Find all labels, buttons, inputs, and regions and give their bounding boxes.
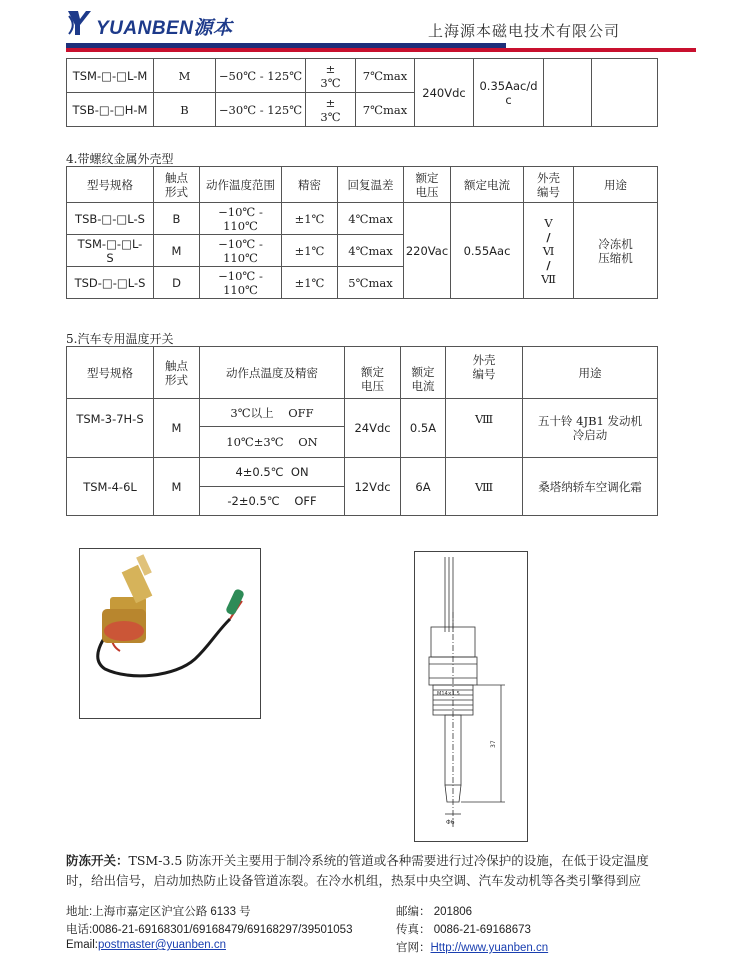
temp-cell: −50℃ - 125℃ — [216, 59, 306, 93]
reset-cell: 5℃max — [338, 267, 404, 299]
table-header-row — [67, 167, 658, 203]
reset-cell: 4℃max — [338, 203, 404, 235]
contact-cell: B — [154, 203, 200, 235]
section-4-title: 4.带螺纹金属外壳型 — [66, 152, 174, 166]
dimension-phi6: Φ6 — [446, 819, 455, 826]
header-bar-red — [66, 48, 696, 52]
header-voltage: 额定电压 — [345, 347, 401, 399]
temp-cell: 10℃±3℃ ON — [200, 427, 345, 458]
reset-cell: 7℃max — [356, 59, 415, 93]
header-voltage: 额定电压 — [404, 167, 451, 203]
temp-cell: −10℃ - 110℃ — [200, 267, 282, 299]
email-link[interactable]: postmaster@yuanben.cn — [97, 939, 226, 951]
table-header-row — [67, 347, 658, 399]
accuracy-cell: ±1℃ — [282, 267, 338, 299]
temp-cell: 3℃以上 OFF — [200, 399, 345, 427]
accuracy-cell: ±1℃ — [282, 235, 338, 267]
footer-zip: 邮编： 201806 — [396, 906, 473, 918]
use-cell: 桑塔纳轿车空调化霜 — [523, 458, 658, 516]
shell-cell: Ⅷ — [446, 399, 523, 458]
model-cell: TSB-□-□L-S — [67, 203, 154, 235]
accuracy-cell: ± 3℃ — [306, 93, 356, 127]
model-cell: TSM-3-7H-S — [67, 399, 154, 458]
use-cell: 五十铃 4JB1 发动机 冷启动 — [523, 399, 658, 458]
contact-cell: M — [154, 458, 200, 516]
header-reset: 回复温差 — [338, 167, 404, 203]
voltage-cell: 12Vdc — [345, 458, 401, 516]
header-temp: 动作温度范围 — [200, 167, 282, 203]
model-cell: TSD-□-□L-S — [67, 267, 154, 299]
header-temp: 动作点温度及精密 — [200, 347, 345, 399]
reset-cell: 7℃max — [356, 93, 415, 127]
description-line1: TSM-3.5 防冻开关主要用于制冷系统的管道或各种需要进行过冷保护的设施，在低于设定温度 — [128, 853, 649, 868]
technical-drawing — [414, 551, 528, 842]
table-row — [67, 59, 658, 93]
logo-text: YUANBEN源本 — [96, 18, 233, 39]
header-model: 型号规格 — [67, 167, 154, 203]
description-paragraph — [66, 851, 700, 891]
description-line2: 时，给出信号，启动加热防止设备管道冻裂。在冷水机组，热泵中央空调、汽车发动机等各类引擎得到应 — [66, 873, 642, 888]
thread-label: M14×1.5 — [437, 691, 460, 697]
model-cell: TSM-□-□L- S — [67, 235, 154, 267]
temp-cell: −10℃ - 110℃ — [200, 203, 282, 235]
company-name: 上海源本磁电技术有限公司 — [428, 22, 621, 40]
header-shell: 外壳编号 — [524, 167, 574, 203]
accuracy-cell: ±1℃ — [282, 203, 338, 235]
reset-cell: 4℃max — [338, 235, 404, 267]
temp-cell: −30℃ - 125℃ — [216, 93, 306, 127]
header-use: 用途 — [523, 347, 658, 399]
current-cell: 0.35Aac/dc — [474, 59, 544, 127]
table-row — [67, 458, 658, 487]
contact-cell: D — [154, 267, 200, 299]
footer-phone: 电话:0086-21-69168301/69168479/69168297/39501053 — [66, 924, 353, 936]
header-model: 型号规格 — [67, 347, 154, 399]
product-photo — [79, 548, 261, 719]
spec-table-section4 — [66, 166, 658, 299]
yuanben-logo-icon — [66, 8, 92, 38]
footer-email: Email:postmaster@yuanben.cn — [66, 939, 226, 951]
description-label: 防冻开关： — [66, 853, 129, 868]
accuracy-cell: ± 3℃ — [306, 59, 356, 93]
header-accuracy: 精密 — [282, 167, 338, 203]
section-5-title: 5.汽车专用温度开关 — [66, 332, 174, 346]
website-link[interactable]: Http://www.yuanben.cn — [430, 942, 549, 954]
temp-cell: 4±0.5℃ ON — [200, 458, 345, 487]
header-contact: 触点形式 — [154, 347, 200, 399]
spec-table-top — [66, 58, 658, 127]
table-row — [67, 399, 658, 427]
voltage-cell: 240Vdc — [415, 59, 474, 127]
dimension-37: 37 — [490, 740, 497, 748]
model-cell: TSB-□-□H-M — [67, 93, 154, 127]
voltage-cell: 24Vdc — [345, 399, 401, 458]
shell-cell: Ⅴ / Ⅵ / Ⅶ — [524, 203, 574, 299]
use-cell — [592, 59, 658, 127]
temp-cell: -2±0.5℃ OFF — [200, 487, 345, 516]
current-cell: 0.55Aac — [451, 203, 524, 299]
footer-address: 地址:上海市嘉定区沪宜公路 6133 号 — [66, 906, 251, 918]
header-current: 额定电流 — [401, 347, 446, 399]
model-cell: TSM-4-6L — [67, 458, 154, 516]
voltage-cell: 220Vac — [404, 203, 451, 299]
header-shell: 外壳编号 — [446, 347, 523, 399]
current-cell: 0.5A — [401, 399, 446, 458]
model-cell: TSM-□-□L-M — [67, 59, 154, 93]
table-row — [67, 203, 658, 235]
spec-table-section5 — [66, 346, 658, 516]
footer-web: 官网：Http://www.yuanben.cn — [396, 942, 549, 954]
header-use: 用途 — [574, 167, 658, 203]
header-contact: 触点形式 — [154, 167, 200, 203]
temp-cell: −10℃ - 110℃ — [200, 235, 282, 267]
shell-cell — [544, 59, 592, 127]
shell-cell: Ⅷ — [446, 458, 523, 516]
contact-cell: M — [154, 235, 200, 267]
use-cell: 冷冻机 压缩机 — [574, 203, 658, 299]
sensor-drawing — [415, 552, 527, 841]
sensor-photo-illustration — [80, 549, 260, 718]
current-cell: 6A — [401, 458, 446, 516]
footer-fax: 传真： 0086-21-69168673 — [396, 924, 531, 936]
contact-cell: B — [154, 93, 216, 127]
contact-cell: M — [154, 399, 200, 458]
contact-cell: M — [154, 59, 216, 93]
header-current: 额定电流 — [451, 167, 524, 203]
